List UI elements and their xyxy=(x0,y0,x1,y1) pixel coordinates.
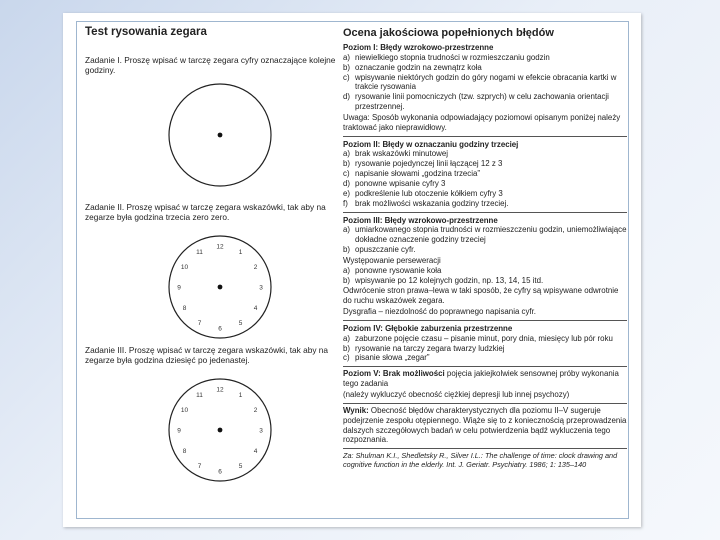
result-body: Obecność błędów charakterystycznych dla poziomu II–V sugeruje podejrzenie zespołu otępiennego. Wiąże się to z koniecznością przeprowadzenia dalszych szczegółowych badań w celu potwierdzenia bądź wykluczenia tego rozpoznania. xyxy=(343,405,627,445)
list-item-letter: e) xyxy=(343,188,351,198)
clock-2-svg xyxy=(167,234,273,340)
slide-frame xyxy=(63,13,641,527)
list-item xyxy=(343,225,627,245)
list-item-text: pisanie słowa „zegar” xyxy=(355,353,430,363)
list-item-letter: b) xyxy=(343,275,351,285)
clock-test-column xyxy=(85,22,341,518)
list-item xyxy=(343,344,627,354)
clock-numeral: 6 xyxy=(218,468,222,476)
error-assessment-column xyxy=(343,22,627,518)
list-item-text: wpisywanie niektórych godzin do góry nogami w efekcie obracania kartki w trakcie rysowania xyxy=(355,72,617,92)
list-item-letter: a) xyxy=(343,265,351,275)
list-item xyxy=(343,189,627,199)
clock-numeral: 5 xyxy=(238,320,243,327)
list-item-letter: a) xyxy=(343,333,351,343)
list-item xyxy=(343,266,627,276)
divider xyxy=(343,212,627,213)
clock-numeral: 2 xyxy=(253,264,258,271)
level-3-list xyxy=(343,225,627,255)
clock-numeral: 9 xyxy=(177,284,181,292)
list-item xyxy=(343,53,627,63)
list-item-letter: a) xyxy=(343,225,351,235)
list-item-text: rysowanie na tarczy zegara twarzy ludzkiej xyxy=(355,343,505,353)
list-item-text: ponowne rysowanie koła xyxy=(355,265,442,275)
list-item xyxy=(343,199,627,209)
level-1-list xyxy=(343,53,627,112)
list-item-letter: d) xyxy=(343,178,351,188)
level-3-title: Poziom III: Błędy wzrokowo-przestrzenne xyxy=(343,215,498,225)
clock-numeral: 9 xyxy=(177,427,181,435)
clock-numeral: 3 xyxy=(259,427,263,435)
list-item-letter: b) xyxy=(343,62,351,72)
list-item-text: opuszczanie cyfr. xyxy=(355,245,416,255)
list-item xyxy=(343,159,627,169)
level-1-note: Uwaga: Sposób wykonania odpowiadający poziomowi opisanym poniżej należy traktować jako nieprawidłowy. xyxy=(343,112,621,132)
list-item-text: oznaczanie godzin na zewnątrz koła xyxy=(355,62,482,72)
level-5-title: Poziom V: Brak możliwości xyxy=(343,369,445,379)
list-item xyxy=(343,63,627,73)
list-item-text: brak możliwości wskazania godziny trzeciej. xyxy=(355,198,509,208)
level-5-text xyxy=(343,369,627,389)
clock-3-svg xyxy=(167,377,273,483)
level-5-desc: pojęcia jakiejkolwiek sensownej próby wykonania tego zadania xyxy=(343,369,619,389)
list-item-letter: b) xyxy=(343,245,351,255)
divider xyxy=(343,136,627,137)
list-item-letter: d) xyxy=(343,92,351,102)
perseveration-list xyxy=(343,266,627,286)
clock-numeral: 11 xyxy=(196,249,203,256)
clock-numeral: 5 xyxy=(238,463,243,470)
list-item-letter: c) xyxy=(343,353,350,363)
divider xyxy=(343,448,627,449)
list-item-text: rysowanie linii pomocniczych (tzw. szprych) w celu zachowania orientacji przestrzennej. xyxy=(355,92,609,112)
clock-numeral: 10 xyxy=(180,407,189,414)
clock-numeral: 3 xyxy=(259,284,263,292)
assessment-title: Ocena jakościowa popełnionych błędów xyxy=(343,27,554,39)
divider xyxy=(343,366,627,367)
list-item-letter: f) xyxy=(343,198,348,208)
list-item xyxy=(343,149,627,159)
list-item xyxy=(343,334,627,344)
clock-face-3 xyxy=(167,377,273,483)
dysgraphia-text: Dysgrafia – niezdolność do poprawnego napisania cyfr. xyxy=(343,307,537,317)
clock-numeral: 8 xyxy=(182,448,187,455)
list-item-letter: b) xyxy=(343,343,351,353)
level-2-list xyxy=(343,149,627,208)
clock-face-2 xyxy=(167,234,273,340)
clock-2-center-dot xyxy=(218,285,223,290)
clock-1-center-dot xyxy=(218,133,223,138)
level-4-title: Poziom IV: Głębokie zaburzenia przestrzenne xyxy=(343,323,513,333)
document-panel xyxy=(76,21,629,519)
clock-numeral: 11 xyxy=(196,392,203,399)
task-3-text: Zadanie III. Proszę wpisać w tarczę zegara wskazówki, tak aby na zegarze była godzina dziesięć po jedenastej. xyxy=(85,345,329,365)
task-2-text: Zadanie II. Proszę wpisać w tarczę zegara wskazówki, tak aby na zegarze była godzina trzecia zero zero. xyxy=(85,202,326,222)
clock-face-1 xyxy=(167,82,273,188)
list-item-letter: c) xyxy=(343,169,350,179)
clock-numeral: 6 xyxy=(218,325,222,333)
clock-3-center-dot xyxy=(218,428,223,433)
citation: Za: Shulman K.I., Shedletsky R., Silver I.L.: The challenge of time: clock drawing and cognitive function in the elderly. Int. J. Geriatr. Psychiatry. 1986; 1: 135–140 xyxy=(343,451,618,470)
level-1-title: Poziom I: Błędy wzrokowo-przestrzenne xyxy=(343,43,494,52)
perseveration-title: Występowanie perseweracji xyxy=(343,255,441,265)
list-item xyxy=(343,73,627,93)
list-item-text: wpisywanie po 12 kolejnych godzin, np. 13, 14, 15 itd. xyxy=(355,275,544,285)
clock-numeral: 12 xyxy=(216,386,224,394)
list-item-text: umiarkowanego stopnia trudności w rozmieszczeniu godzin, uniemożliwiające dokładne oznaczenie godziny trzeciej xyxy=(355,225,627,245)
list-item-letter: a) xyxy=(343,52,351,62)
level-5-note: (należy wykluczyć obecność ciężkiej depresji lub innej psychozy) xyxy=(343,390,570,399)
list-item xyxy=(343,179,627,189)
clock-numeral: 12 xyxy=(216,243,224,251)
reversal-text: Odwrócenie stron prawa–lewa w taki sposób, że cyfry są wpisywane odwrotnie do ruchu wskazówek zegara. xyxy=(343,286,619,306)
list-item xyxy=(343,276,627,286)
list-item-text: rysowanie pojedynczej linii łączącej 12 z 3 xyxy=(355,159,503,169)
list-item-letter: a) xyxy=(343,149,351,159)
result-label: Wynik: xyxy=(343,405,369,415)
clock-numeral: 7 xyxy=(197,320,202,327)
list-item xyxy=(343,92,627,112)
list-item-text: brak wskazówki minutowej xyxy=(355,149,448,159)
clock-numeral: 4 xyxy=(253,448,258,455)
divider xyxy=(343,320,627,321)
result-text xyxy=(343,406,627,445)
clock-numeral: 10 xyxy=(180,264,189,271)
list-item-letter: c) xyxy=(343,72,350,82)
list-item-letter: b) xyxy=(343,159,351,169)
clock-numeral: 1 xyxy=(238,249,243,256)
clock-test-title: Test rysowania zegara xyxy=(85,26,207,38)
list-item xyxy=(343,245,627,255)
list-item-text: podkreślenie lub otoczenie kółkiem cyfry 3 xyxy=(355,188,503,198)
list-item-text: niewielkiego stopnia trudności w rozmieszczaniu godzin xyxy=(355,52,550,62)
level-2-title: Poziom II: Błędy w oznaczaniu godziny trzeciej xyxy=(343,139,519,149)
level-4-list xyxy=(343,334,627,364)
list-item-text: zaburzone pojęcie czasu – pisanie minut, pory dnia, miesięcy lub pór roku xyxy=(355,333,613,343)
clock-numeral: 2 xyxy=(253,407,258,414)
clock-numeral: 8 xyxy=(182,305,187,312)
clock-numeral: 7 xyxy=(197,463,202,470)
list-item xyxy=(343,169,627,179)
clock-numeral: 4 xyxy=(253,305,258,312)
task-1-text: Zadanie I. Proszę wpisać w tarczę zegara cyfry oznaczające kolejne godziny. xyxy=(85,55,336,75)
clock-numeral: 1 xyxy=(238,392,243,399)
list-item-text: ponowne wpisanie cyfry 3 xyxy=(355,178,446,188)
list-item xyxy=(343,353,627,363)
divider xyxy=(343,403,627,404)
list-item-text: napisanie słowami „godzina trzecia” xyxy=(355,169,480,179)
